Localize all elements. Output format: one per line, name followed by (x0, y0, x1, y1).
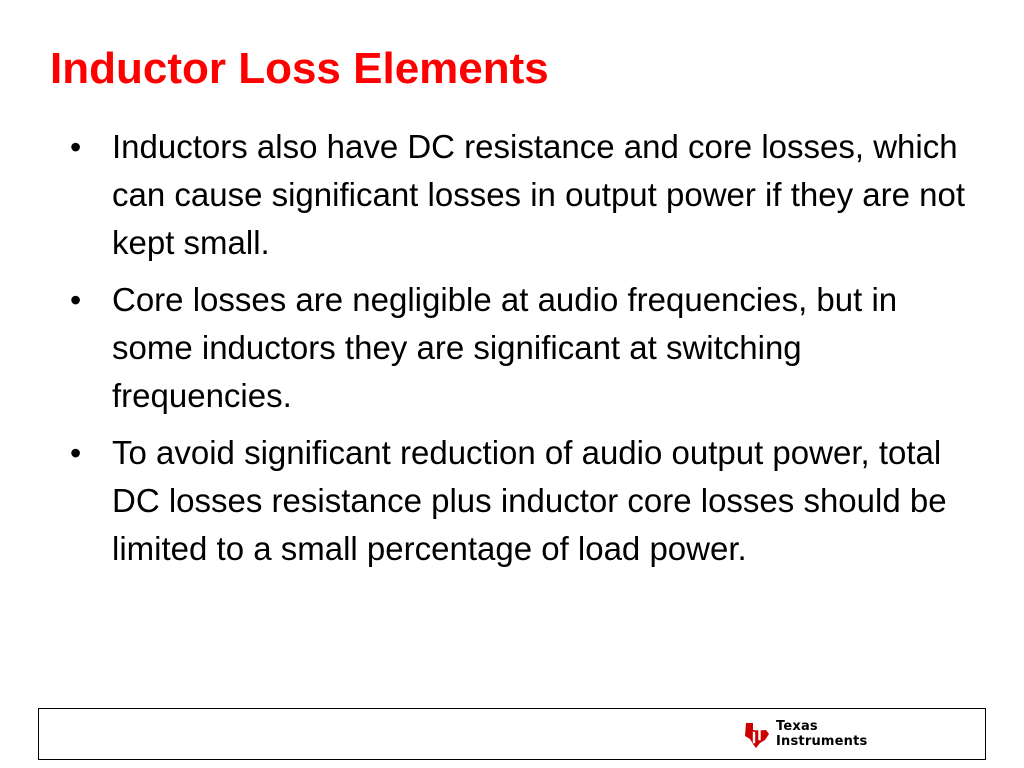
logo-line-instruments: Instruments (776, 734, 868, 749)
logo-wordmark (776, 719, 867, 749)
bullet-item (70, 429, 970, 573)
bullet-text: Inductors also have DC resistance and core losses, which can cause significant losses in output power if they are not kept small. (112, 128, 965, 261)
bullet-list (70, 123, 970, 582)
bullet-item (70, 276, 970, 420)
texas-map-icon (742, 719, 772, 749)
bullet-text: Core losses are negligible at audio frequencies, but in some inductors they are significant at switching frequencies. (112, 281, 898, 414)
bullet-marker: • (70, 282, 82, 318)
bullet-marker: • (70, 129, 82, 165)
logo-line-texas: Texas (776, 719, 818, 734)
slide-title: Inductor Loss Elements (50, 44, 549, 93)
bullet-marker: • (70, 435, 82, 471)
texas-instruments-logo (742, 716, 872, 752)
bullet-text: To avoid significant reduction of audio output power, total DC losses resistance plus inductor core losses should be limited to a small percentage of load power. (112, 434, 947, 567)
bullet-item (70, 123, 970, 267)
